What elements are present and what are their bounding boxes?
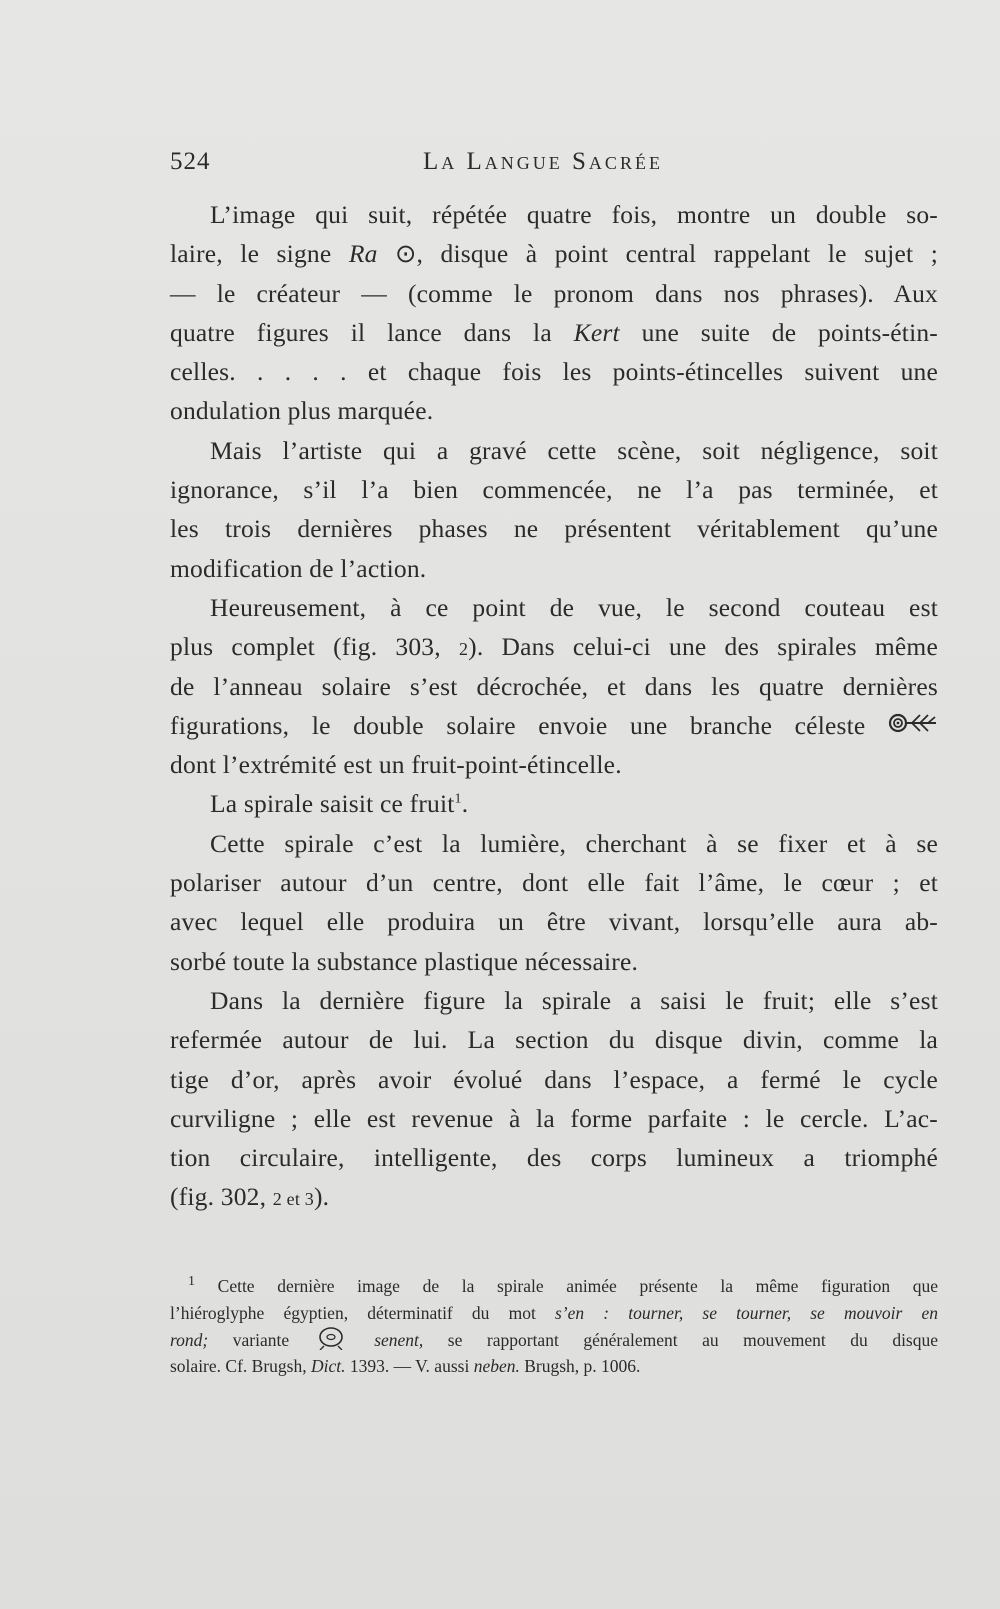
text-run: celles. . . . . et chaque fois les points-étincelles suivent une xyxy=(170,357,938,387)
body-text xyxy=(170,195,938,1217)
text-run: L’image qui suit, répétée quatre fois, montre un double so- xyxy=(210,200,938,229)
page-number: 524 xyxy=(170,148,211,175)
figure-subref: 2 et 3 xyxy=(272,1189,314,1210)
running-title: La Langue Sacrée xyxy=(423,148,663,175)
text-run: refermée autour de lui. La section du disque divin, comme la xyxy=(170,1025,938,1055)
text-run: tige d’or, après avoir évolué dans l’espace, a fermé le cycle xyxy=(170,1064,938,1094)
body-line xyxy=(170,784,938,823)
body-line xyxy=(170,1020,938,1059)
text-run: plus complet (fig. 303, xyxy=(170,632,459,662)
body-line xyxy=(170,902,938,941)
text-run: les trois dernières phases ne présentent véritablement qu’une xyxy=(170,514,938,544)
body-line xyxy=(170,706,938,745)
body-line xyxy=(170,1177,938,1216)
text-run: laire, le signe xyxy=(170,239,349,269)
text-run: La spirale saisit ce fruit xyxy=(210,789,455,819)
body-line xyxy=(170,588,938,627)
text-run: tion circulaire, intelligente, des corps lumineux a triomphé xyxy=(170,1143,938,1173)
body-line xyxy=(170,470,938,509)
body-line xyxy=(170,745,938,784)
body-line xyxy=(170,274,938,313)
body-line xyxy=(170,981,938,1020)
footnote-marker: 1 xyxy=(188,1274,195,1290)
body-line xyxy=(170,863,938,902)
text-run: avec lequel elle produira un être vivant, lorsqu’elle aura ab- xyxy=(170,907,938,937)
text-run: dont l’extrémité est un fruit-point-étincelle. xyxy=(170,750,622,780)
body-line xyxy=(170,234,938,273)
body-line xyxy=(170,352,938,391)
body-line xyxy=(170,824,938,863)
body-line xyxy=(170,391,938,430)
italic-term: neben. xyxy=(473,1355,520,1376)
text-run: curviligne ; elle est revenue à la forme parfaite : le cercle. L’ac- xyxy=(170,1103,938,1133)
text-run: l’hiéroglyphe égyptien, déterminatif du mot xyxy=(170,1302,555,1323)
text-run: se rapportant généralement au mouvement du disque xyxy=(423,1329,939,1350)
text-run: ondulation plus marquée. xyxy=(170,396,434,426)
text-run: Dans la dernière figure la spirale a saisi le fruit; elle s’est xyxy=(210,985,938,1015)
text-run: Brugsh, p. 1006. xyxy=(519,1355,641,1376)
text-run: Mais l’artiste qui a gravé cette scène, soit négligence, soit xyxy=(210,435,938,465)
footnote-line xyxy=(170,1273,938,1300)
text-run: modification de l’action. xyxy=(170,553,427,583)
text-run: ignorance, s’il l’a bien commencée, ne l’a pas terminée, et xyxy=(170,475,938,505)
body-line xyxy=(170,627,938,666)
body-line xyxy=(170,431,938,470)
text-run: solaire. Cf. Brugsh, xyxy=(170,1355,311,1376)
footnote xyxy=(170,1273,938,1379)
italic-term: Ra xyxy=(348,239,378,269)
text-run: variante xyxy=(208,1329,314,1350)
text-run: (fig. 302, xyxy=(170,1182,273,1212)
text-run: — le créateur — (comme le pronom dans nos phrases). Aux xyxy=(170,278,938,308)
body-line xyxy=(170,1099,938,1138)
italic-term: Dict. xyxy=(310,1355,346,1376)
figure-subref: 2 xyxy=(458,639,469,660)
italic-term: senent, xyxy=(374,1329,424,1350)
italic-term: rond; xyxy=(170,1329,209,1350)
footnote-line xyxy=(170,1300,938,1327)
text-run: une suite de points-étin- xyxy=(619,317,938,347)
text-run: de l’anneau solaire s’est décrochée, et dans les quatre dernières xyxy=(170,671,938,701)
footnote-reference[interactable]: 1 xyxy=(454,791,462,807)
body-line xyxy=(170,1138,938,1177)
text-run: 1393. — V. aussi xyxy=(345,1355,474,1376)
italic-term: Kert xyxy=(573,317,620,347)
body-line xyxy=(170,195,938,234)
body-line xyxy=(170,509,938,548)
text-run: ). xyxy=(313,1182,330,1212)
sun-disc-branch-glyph xyxy=(888,708,938,747)
body-line xyxy=(170,942,938,981)
text-run: Heureusement, à ce point de vue, le second couteau est xyxy=(210,592,938,622)
text-run: polariser autour d’un centre, dont elle fait l’âme, le cœur ; et xyxy=(170,868,938,898)
text-run: quatre figures il lance dans la xyxy=(170,317,574,347)
text-run: Cette spirale c’est la lumière, cherchant à se fixer et à se xyxy=(210,828,938,858)
body-line xyxy=(170,1060,938,1099)
body-line xyxy=(170,549,938,588)
text-run: sorbé toute la substance plastique nécessaire. xyxy=(170,946,639,976)
footnote-line xyxy=(170,1326,938,1353)
body-line xyxy=(170,667,938,706)
text-run: . xyxy=(461,789,469,819)
footnote-line xyxy=(170,1353,938,1380)
text-run: ). Dans celui-ci une des spirales même xyxy=(468,632,938,662)
text-run: Cette dernière image de la spirale animée présente la même figuration que xyxy=(195,1276,938,1296)
text-run: ⊙, disque à point central rappelant le sujet ; xyxy=(377,239,938,269)
text-run: figurations, le double solaire envoie une branche céleste xyxy=(170,710,866,740)
body-line xyxy=(170,313,938,352)
italic-term: s’en : tourner, se tourner, se mouvoir en xyxy=(554,1302,938,1323)
